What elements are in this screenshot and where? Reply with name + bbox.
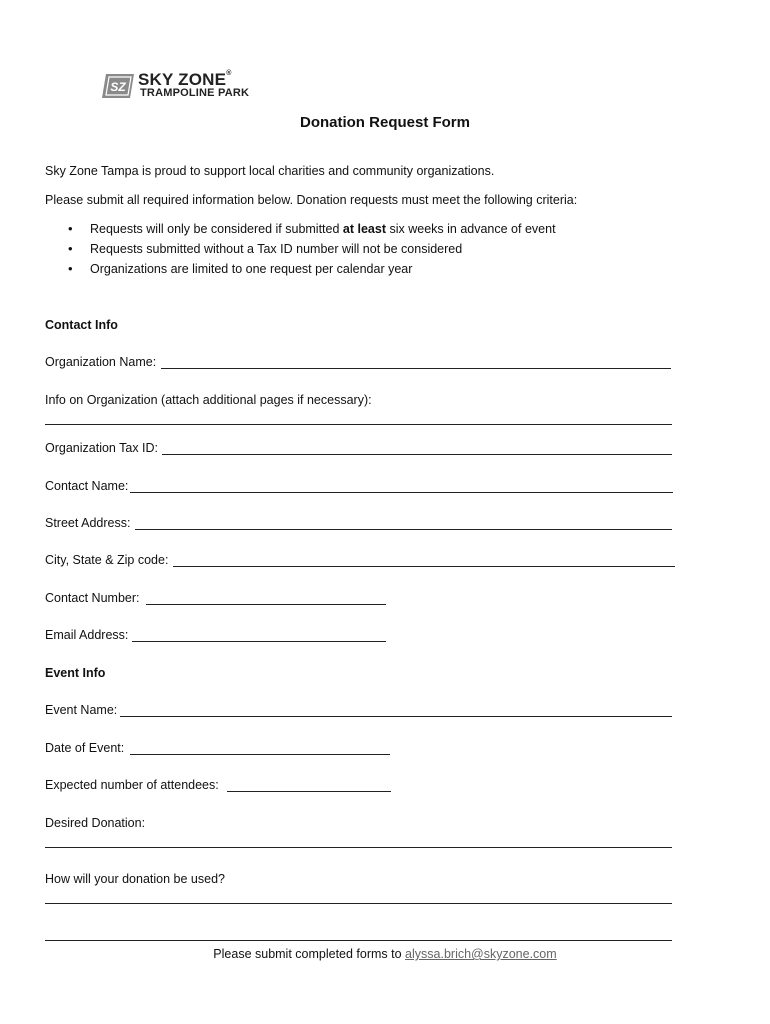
donation-usage-field-line-1[interactable] [45, 903, 672, 904]
criteria-item-text [90, 221, 556, 237]
event-name-field[interactable] [120, 716, 672, 717]
intro-line-1: Sky Zone Tampa is proud to support local charities and community organizations. [45, 164, 495, 178]
criteria-text-post: six weeks in advance of event [386, 222, 556, 236]
criteria-text-bold: at least [342, 222, 386, 236]
criteria-item [68, 261, 73, 277]
bullet-icon: • [68, 221, 73, 236]
street-address-field[interactable] [135, 529, 672, 530]
contact-name-label: Contact Name: [45, 479, 129, 493]
org-name-label: Organization Name: [45, 355, 157, 369]
attendees-field[interactable] [227, 791, 391, 792]
bullet-icon: • [68, 241, 73, 256]
criteria-item-text: Organizations are limited to one request per calendar year [90, 262, 413, 276]
bullet-icon: • [68, 261, 73, 276]
event-info-heading: Event Info [45, 666, 106, 680]
event-name-label: Event Name: [45, 703, 118, 717]
intro-line-2: Please submit all required information below. Donation requests must meet the following criteria: [45, 193, 578, 207]
logo-brand-line2: TRAMPOLINE PARK [140, 87, 250, 99]
logo-mark-text: SZ [110, 80, 126, 94]
tax-id-label: Organization Tax ID: [45, 441, 159, 455]
logo-brand-line1: SKY ZONE [138, 70, 227, 89]
city-state-zip-label: City, State & Zip code: [45, 553, 169, 567]
footer-text: Please submit completed forms to [213, 947, 406, 961]
email-address-label: Email Address: [45, 628, 129, 642]
contact-info-heading: Contact Info [45, 318, 118, 332]
org-info-label: Info on Organization (attach additional pages if necessary): [45, 393, 372, 407]
contact-number-label: Contact Number: [45, 591, 140, 605]
email-address-field[interactable] [132, 641, 386, 642]
contact-number-field[interactable] [146, 604, 386, 605]
event-date-label: Date of Event: [45, 741, 125, 755]
org-name-field[interactable] [161, 368, 671, 369]
tax-id-field[interactable] [162, 454, 672, 455]
contact-name-field[interactable] [130, 492, 673, 493]
footer-note [0, 946, 770, 962]
footer-email-link[interactable]: alyssa.brich@skyzone.com [405, 947, 557, 961]
desired-donation-field[interactable] [45, 847, 672, 848]
criteria-text-pre: Requests will only be considered if submitted [90, 222, 343, 236]
logo-trademark: ® [226, 70, 232, 77]
attendees-label: Expected number of attendees: [45, 778, 219, 792]
donation-usage-field-line-2[interactable] [45, 940, 672, 941]
event-date-field[interactable] [130, 754, 390, 755]
sky-zone-logo-mark-icon [100, 72, 136, 100]
sky-zone-logo [100, 70, 270, 104]
donation-usage-label: How will your donation be used? [45, 872, 225, 886]
criteria-item [68, 221, 73, 237]
form-title: Donation Request Form [299, 114, 470, 131]
org-info-field[interactable] [45, 424, 672, 425]
desired-donation-label: Desired Donation: [45, 816, 146, 830]
criteria-item-text: Requests submitted without a Tax ID number will not be considered [90, 242, 463, 256]
criteria-item [68, 241, 73, 257]
street-address-label: Street Address: [45, 516, 131, 530]
city-state-zip-field[interactable] [173, 566, 675, 567]
